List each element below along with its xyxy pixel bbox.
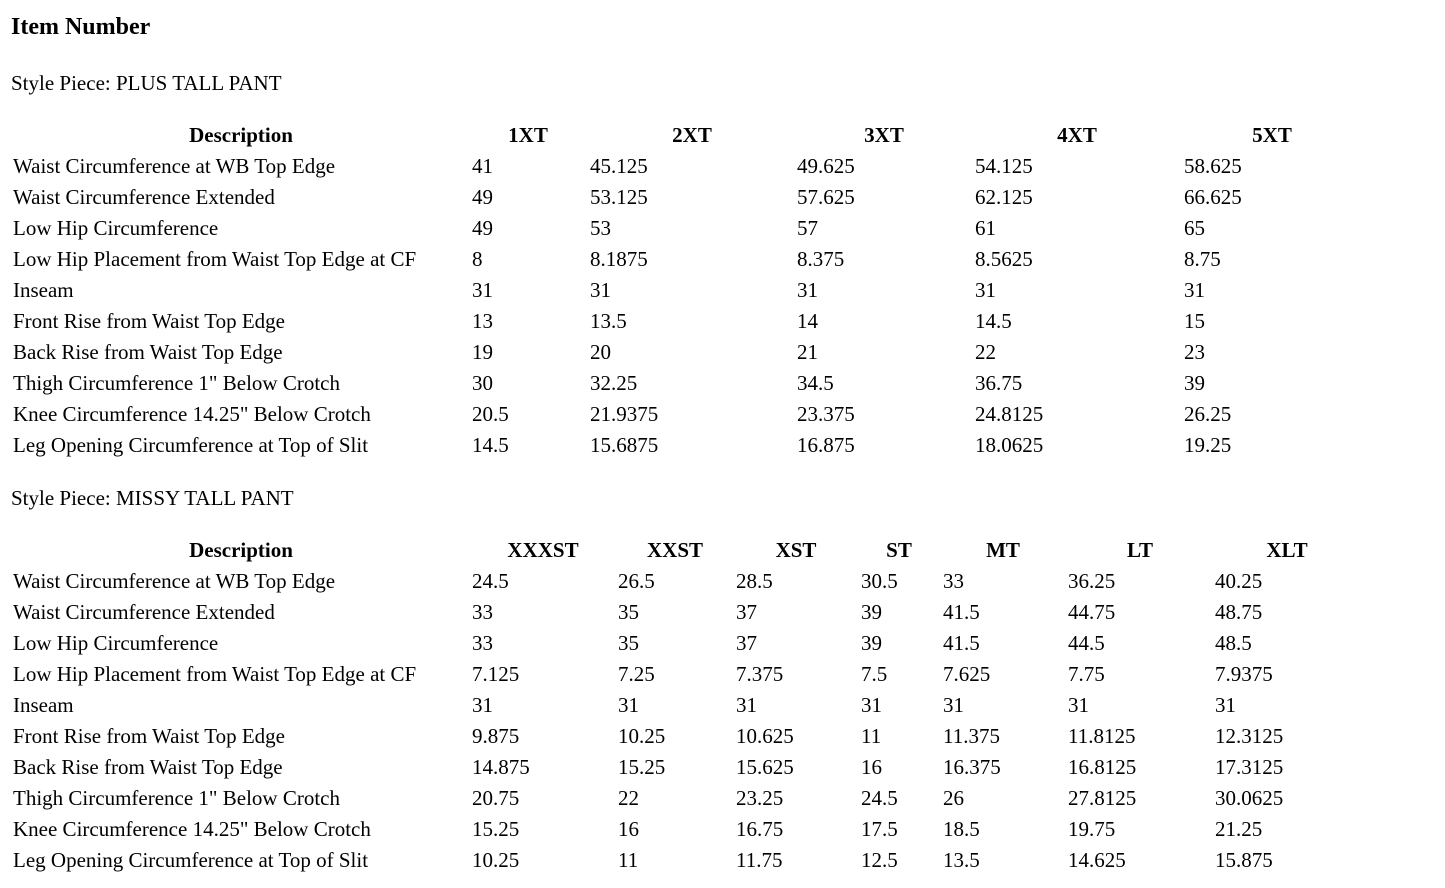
measurement-value: 8.375 bbox=[797, 247, 845, 271]
measurement-value: 33 bbox=[472, 600, 493, 624]
measurement-value: 13 bbox=[472, 309, 493, 333]
measurement-value: 48.75 bbox=[1215, 600, 1263, 624]
measurement-value: 21 bbox=[797, 340, 818, 364]
measurement-value: 65 bbox=[1184, 216, 1205, 240]
measurement-value: 19.75 bbox=[1068, 817, 1116, 841]
measurement-value: 27.8125 bbox=[1068, 786, 1137, 810]
measurement-description: Front Rise from Waist Top Edge bbox=[13, 724, 285, 748]
measurement-value: 19.25 bbox=[1184, 433, 1232, 457]
measurement-value: 22 bbox=[618, 786, 639, 810]
measurement-description: Inseam bbox=[13, 278, 74, 302]
measurement-value: 49.625 bbox=[797, 154, 855, 178]
measurement-value: 31 bbox=[1215, 693, 1236, 717]
measurement-value: 66.625 bbox=[1184, 185, 1242, 209]
table-header-row bbox=[0, 535, 1445, 566]
measurement-value: 31 bbox=[797, 278, 818, 302]
measurement-value: 16 bbox=[861, 755, 882, 779]
measurement-description: Thigh Circumference 1" Below Crotch bbox=[13, 371, 340, 395]
measurement-description: Low Hip Placement from Waist Top Edge at CF bbox=[13, 247, 417, 271]
measurement-value: 23.375 bbox=[797, 402, 855, 426]
measurement-value: 49 bbox=[472, 216, 493, 240]
measurement-value: 26.5 bbox=[618, 569, 655, 593]
measurement-value: 15 bbox=[1184, 309, 1205, 333]
column-header-size: 1XT bbox=[508, 123, 548, 147]
measurement-value: 12.5 bbox=[861, 848, 898, 872]
table-row bbox=[0, 566, 1445, 597]
measurement-value: 39 bbox=[861, 631, 882, 655]
measurement-value: 15.875 bbox=[1215, 848, 1273, 872]
column-header-description: Description bbox=[189, 538, 293, 562]
measurement-value: 57.625 bbox=[797, 185, 855, 209]
style-piece-label: Style Piece: MISSY TALL PANT bbox=[11, 486, 294, 510]
measurement-description: Inseam bbox=[13, 693, 74, 717]
spec-table-missy-tall bbox=[0, 535, 1445, 876]
measurement-value: 11.75 bbox=[736, 848, 783, 872]
measurement-value: 10.25 bbox=[472, 848, 520, 872]
column-header-description: Description bbox=[189, 123, 293, 147]
measurement-value: 8 bbox=[472, 247, 483, 271]
measurement-value: 44.75 bbox=[1068, 600, 1116, 624]
measurement-value: 41.5 bbox=[943, 600, 980, 624]
table-row bbox=[0, 430, 1445, 461]
measurement-value: 11.8125 bbox=[1068, 724, 1136, 748]
measurement-value: 37 bbox=[736, 600, 757, 624]
measurement-value: 39 bbox=[861, 600, 882, 624]
column-header-size: MT bbox=[986, 538, 1020, 562]
measurement-description: Waist Circumference at WB Top Edge bbox=[13, 154, 336, 178]
column-header-size: ST bbox=[886, 538, 912, 562]
measurement-value: 36.25 bbox=[1068, 569, 1116, 593]
table-row bbox=[0, 721, 1445, 752]
measurement-value: 33 bbox=[472, 631, 493, 655]
measurement-description: Leg Opening Circumference at Top of Slit bbox=[13, 848, 369, 872]
measurement-description: Waist Circumference Extended bbox=[13, 185, 275, 209]
measurement-value: 14 bbox=[797, 309, 818, 333]
table-row bbox=[0, 306, 1445, 337]
measurement-value: 26.25 bbox=[1184, 402, 1232, 426]
measurement-value: 34.5 bbox=[797, 371, 834, 395]
measurement-value: 8.75 bbox=[1184, 247, 1221, 271]
measurement-value: 7.9375 bbox=[1215, 662, 1273, 686]
measurement-value: 15.25 bbox=[618, 755, 666, 779]
table-row bbox=[0, 628, 1445, 659]
measurement-value: 61 bbox=[975, 216, 996, 240]
table-row bbox=[0, 244, 1445, 275]
measurement-description: Knee Circumference 14.25" Below Crotch bbox=[13, 817, 371, 841]
column-header-size: XXST bbox=[646, 538, 704, 562]
measurement-value: 48.5 bbox=[1215, 631, 1252, 655]
measurement-value: 23.25 bbox=[736, 786, 784, 810]
measurement-value: 30.5 bbox=[861, 569, 898, 593]
measurement-value: 15.6875 bbox=[590, 433, 659, 457]
measurement-value: 21.9375 bbox=[590, 402, 659, 426]
measurement-value: 17.5 bbox=[861, 817, 898, 841]
measurement-value: 11 bbox=[861, 724, 882, 748]
measurement-value: 58.625 bbox=[1184, 154, 1242, 178]
measurement-value: 57 bbox=[797, 216, 818, 240]
table-row bbox=[0, 752, 1445, 783]
measurement-value: 31 bbox=[861, 693, 882, 717]
measurement-value: 16 bbox=[618, 817, 639, 841]
table-row bbox=[0, 368, 1445, 399]
measurement-value: 16.75 bbox=[736, 817, 784, 841]
column-header-size: 3XT bbox=[864, 123, 904, 147]
measurement-description: Back Rise from Waist Top Edge bbox=[13, 340, 283, 364]
measurement-value: 53.125 bbox=[590, 185, 648, 209]
measurement-value: 22 bbox=[975, 340, 996, 364]
measurement-value: 8.1875 bbox=[590, 247, 648, 271]
measurement-value: 31 bbox=[1184, 278, 1205, 302]
measurement-value: 7.75 bbox=[1068, 662, 1105, 686]
measurement-value: 32.25 bbox=[590, 371, 638, 395]
measurement-value: 24.5 bbox=[861, 786, 898, 810]
measurement-value: 28.5 bbox=[736, 569, 773, 593]
measurement-value: 7.125 bbox=[472, 662, 520, 686]
measurement-value: 11.375 bbox=[943, 724, 1000, 748]
measurement-value: 18.0625 bbox=[975, 433, 1044, 457]
measurement-description: Waist Circumference Extended bbox=[13, 600, 275, 624]
measurement-value: 17.3125 bbox=[1215, 755, 1284, 779]
table-row bbox=[0, 659, 1445, 690]
measurement-value: 7.25 bbox=[618, 662, 655, 686]
table-row bbox=[0, 151, 1445, 182]
style-piece-label: Style Piece: PLUS TALL PANT bbox=[11, 71, 282, 95]
measurement-value: 20.5 bbox=[472, 402, 509, 426]
measurement-value: 13.5 bbox=[590, 309, 627, 333]
measurement-value: 44.5 bbox=[1068, 631, 1105, 655]
measurement-description: Thigh Circumference 1" Below Crotch bbox=[13, 786, 340, 810]
measurement-value: 37 bbox=[736, 631, 757, 655]
measurement-value: 14.5 bbox=[975, 309, 1012, 333]
measurement-value: 10.25 bbox=[618, 724, 666, 748]
table-row bbox=[0, 399, 1445, 430]
table-row bbox=[0, 275, 1445, 306]
measurement-value: 9.875 bbox=[472, 724, 520, 748]
measurement-value: 7.5 bbox=[861, 662, 888, 686]
measurement-value: 18.5 bbox=[943, 817, 980, 841]
table-header-row bbox=[0, 120, 1445, 151]
measurement-value: 41.5 bbox=[943, 631, 980, 655]
measurement-value: 31 bbox=[1068, 693, 1089, 717]
column-header-size: 4XT bbox=[1057, 123, 1097, 147]
measurement-value: 7.375 bbox=[736, 662, 784, 686]
table-row bbox=[0, 783, 1445, 814]
measurement-description: Low Hip Circumference bbox=[13, 216, 219, 240]
table-row bbox=[0, 213, 1445, 244]
measurement-description: Waist Circumference at WB Top Edge bbox=[13, 569, 336, 593]
measurement-value: 8.5625 bbox=[975, 247, 1033, 271]
measurement-value: 49 bbox=[472, 185, 493, 209]
measurement-description: Knee Circumference 14.25" Below Crotch bbox=[13, 402, 371, 426]
measurement-value: 31 bbox=[975, 278, 996, 302]
measurement-value: 31 bbox=[472, 693, 493, 717]
measurement-value: 16.8125 bbox=[1068, 755, 1137, 779]
measurement-value: 7.625 bbox=[943, 662, 991, 686]
measurement-value: 24.8125 bbox=[975, 402, 1044, 426]
measurement-value: 19 bbox=[472, 340, 493, 364]
measurement-value: 12.3125 bbox=[1215, 724, 1284, 748]
measurement-value: 35 bbox=[618, 631, 639, 655]
measurement-value: 15.625 bbox=[736, 755, 794, 779]
measurement-value: 41 bbox=[472, 154, 493, 178]
measurement-value: 21.25 bbox=[1215, 817, 1263, 841]
measurement-value: 13.5 bbox=[943, 848, 980, 872]
measurement-value: 16.875 bbox=[797, 433, 855, 457]
table-row bbox=[0, 182, 1445, 213]
column-header-size: LT bbox=[1126, 538, 1154, 562]
table-row bbox=[0, 814, 1445, 845]
measurement-value: 40.25 bbox=[1215, 569, 1263, 593]
measurement-value: 54.125 bbox=[975, 154, 1033, 178]
measurement-value: 24.5 bbox=[472, 569, 509, 593]
measurement-value: 31 bbox=[472, 278, 493, 302]
measurement-description: Front Rise from Waist Top Edge bbox=[13, 309, 285, 333]
table-row bbox=[0, 845, 1445, 876]
measurement-value: 14.625 bbox=[1068, 848, 1126, 872]
page-title: Item Number bbox=[11, 14, 151, 40]
measurement-value: 23 bbox=[1184, 340, 1205, 364]
measurement-value: 20 bbox=[590, 340, 611, 364]
measurement-value: 36.75 bbox=[975, 371, 1023, 395]
measurement-value: 26 bbox=[943, 786, 964, 810]
measurement-value: 45.125 bbox=[590, 154, 648, 178]
measurement-value: 62.125 bbox=[975, 185, 1033, 209]
column-header-size: 2XT bbox=[672, 123, 712, 147]
measurement-description: Leg Opening Circumference at Top of Slit bbox=[13, 433, 369, 457]
measurement-value: 15.25 bbox=[472, 817, 520, 841]
measurement-value: 53 bbox=[590, 216, 611, 240]
measurement-value: 11 bbox=[618, 848, 639, 872]
table-row bbox=[0, 690, 1445, 721]
measurement-value: 30.0625 bbox=[1215, 786, 1284, 810]
measurement-value: 16.375 bbox=[943, 755, 1001, 779]
column-header-size: XST bbox=[775, 538, 817, 562]
column-header-size: XLT bbox=[1266, 538, 1308, 562]
table-row bbox=[0, 597, 1445, 628]
measurement-value: 31 bbox=[943, 693, 964, 717]
table-row bbox=[0, 337, 1445, 368]
measurement-description: Low Hip Placement from Waist Top Edge at CF bbox=[13, 662, 417, 686]
column-header-size: 5XT bbox=[1252, 123, 1292, 147]
measurement-value: 10.625 bbox=[736, 724, 794, 748]
measurement-value: 20.75 bbox=[472, 786, 520, 810]
measurement-value: 39 bbox=[1184, 371, 1205, 395]
column-header-size: XXXST bbox=[507, 538, 579, 562]
spec-table-plus-tall bbox=[0, 120, 1445, 461]
measurement-value: 31 bbox=[590, 278, 611, 302]
measurement-value: 31 bbox=[618, 693, 639, 717]
measurement-value: 35 bbox=[618, 600, 639, 624]
measurement-value: 33 bbox=[943, 569, 964, 593]
measurement-value: 14.875 bbox=[472, 755, 530, 779]
measurement-value: 14.5 bbox=[472, 433, 509, 457]
measurement-value: 31 bbox=[736, 693, 757, 717]
measurement-value: 30 bbox=[472, 371, 493, 395]
measurement-description: Back Rise from Waist Top Edge bbox=[13, 755, 283, 779]
measurement-description: Low Hip Circumference bbox=[13, 631, 219, 655]
